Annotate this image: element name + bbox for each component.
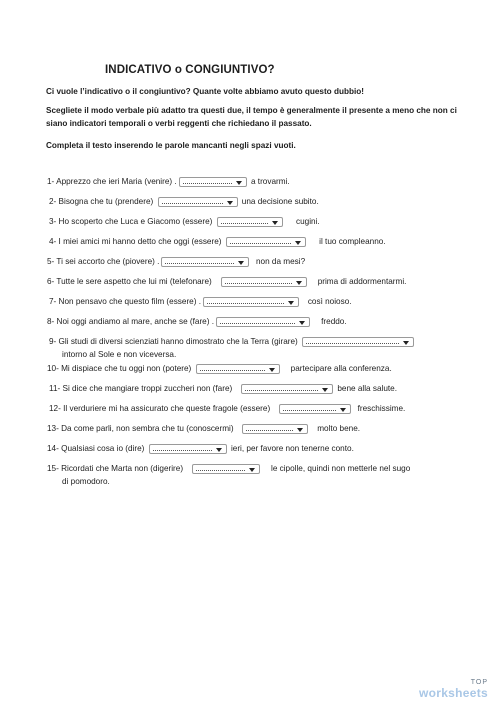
exercise-text-after: non da mesi? — [255, 257, 306, 266]
exercise-text-after: il tuo compleanno. — [319, 237, 386, 246]
exercise-text-before: 10- Mi dispiace che tu oggi non (potere) — [47, 364, 192, 373]
exercise-row — [47, 363, 392, 375]
chevron-down-icon — [288, 301, 294, 305]
exercise-row — [47, 423, 360, 435]
intro-question: Ci vuole l’indicativo o il congiuntivo? Quante volte abbiamo avuto questo dubbio! — [46, 87, 364, 96]
intro-instructions: Scegliete il modo verbale più adatto tra questi due, il tempo è generalmente il presente a meno che non ci siano indicatori temporali o verbi reggenti che richiedano il passato. — [46, 106, 457, 128]
chevron-down-icon — [299, 321, 305, 325]
exercise-text-after: freddo. — [321, 317, 347, 326]
exercise-row — [49, 336, 416, 348]
exercise-text-after: così noioso. — [307, 297, 352, 306]
answer-dropdown[interactable] — [149, 444, 227, 454]
exercise-text-before: 3- Ho scoperto che Luca e Giacomo (essere) — [49, 217, 213, 226]
exercise-text-before: 2- Bisogna che tu (prendere) — [49, 197, 154, 206]
exercise-row — [49, 196, 319, 208]
chevron-down-icon — [238, 261, 244, 265]
exercise-text-before: 8- Noi oggi andiamo al mare, anche se (fare) . — [47, 317, 215, 326]
exercise-row — [49, 403, 405, 415]
exercise-row — [47, 176, 290, 188]
answer-dropdown[interactable] — [242, 424, 308, 434]
exercise-text-before: 5- Ti sei accorto che (piovere) . — [47, 257, 160, 266]
chevron-down-icon — [297, 428, 303, 432]
exercise-text-before: 13- Da come parli, non sembra che tu (conoscermi) — [47, 424, 234, 433]
exercise-text-before: 11- Si dice che mangiare troppi zuccheri non (fare) — [49, 384, 233, 393]
exercise-row — [47, 276, 406, 288]
answer-dropdown[interactable] — [241, 384, 333, 394]
chevron-down-icon — [403, 341, 409, 345]
chevron-down-icon — [269, 368, 275, 372]
exercise-text-before: 4- I miei amici mi hanno detto che oggi (essere) — [49, 237, 222, 246]
chevron-down-icon — [295, 241, 301, 245]
chevron-down-icon — [272, 221, 278, 225]
logo-name-text: worksheets — [418, 686, 488, 700]
exercise-text-after: partecipare alla conferenza. — [290, 364, 392, 373]
answer-dropdown[interactable] — [226, 237, 306, 247]
answer-dropdown[interactable] — [217, 217, 283, 227]
exercise-text-before: 15- Ricordati che Marta non (digerire) — [47, 464, 184, 473]
exercise-row — [47, 443, 354, 455]
exercise-text-before: 9- Gli studi di diversi scienziati hanno dimostrato che la Terra (girare) — [49, 337, 298, 346]
exercise-text-before: 6- Tutte le sere aspetto che lui mi (telefonare) — [47, 277, 212, 286]
chevron-down-icon — [340, 408, 346, 412]
exercise-continuation: intorno al Sole e non viceversa. — [62, 350, 177, 359]
intro-task: Completa il testo inserendo le parole mancanti negli spazi vuoti. — [46, 141, 296, 150]
exercise-row — [47, 463, 410, 475]
exercise-text-after: le cipolle, quindi non metterle nel sugo — [271, 464, 411, 473]
exercise-continuation: di pomodoro. — [62, 477, 110, 486]
answer-dropdown[interactable] — [179, 177, 247, 187]
exercise-text-before: 7- Non pensavo che questo film (essere) . — [49, 297, 201, 306]
exercise-text-before: 1- Apprezzo che ieri Maria (venire) . — [47, 177, 177, 186]
exercise-text-after: una decisione subito. — [241, 197, 319, 206]
logo-top-text: TOP — [470, 679, 488, 686]
exercise-text-after: cugini. — [296, 217, 320, 226]
answer-dropdown[interactable] — [302, 337, 414, 347]
exercise-text-before: 12- Il verduriere mi ha assicurato che queste fragole (essere) — [49, 404, 271, 413]
exercise-row — [49, 216, 320, 228]
answer-dropdown[interactable] — [158, 197, 238, 207]
exercise-row — [49, 383, 397, 395]
exercise-text-after: molto bene. — [317, 424, 361, 433]
chevron-down-icon — [216, 448, 222, 452]
exercise-row — [49, 236, 386, 248]
chevron-down-icon — [296, 281, 302, 285]
exercise-text-after: ieri, per favore non tenerne conto. — [230, 444, 354, 453]
answer-dropdown[interactable] — [203, 297, 299, 307]
exercise-text-after: bene alla salute. — [337, 384, 397, 393]
exercise-text-before: 14- Qualsiasi cosa io (dire) — [47, 444, 145, 453]
chevron-down-icon — [236, 181, 242, 185]
chevron-down-icon — [249, 468, 255, 472]
exercise-text-after: a trovarmi. — [250, 177, 290, 186]
answer-dropdown[interactable] — [161, 257, 249, 267]
exercise-row — [47, 256, 305, 268]
answer-dropdown[interactable] — [196, 364, 280, 374]
chevron-down-icon — [227, 201, 233, 205]
page-title: INDICATIVO o CONGIUNTIVO? — [105, 64, 275, 76]
exercise-text-after: freschissime. — [357, 404, 406, 413]
exercise-row — [47, 316, 347, 328]
answer-dropdown[interactable] — [216, 317, 310, 327]
chevron-down-icon — [322, 388, 328, 392]
topworksheets-logo — [419, 679, 488, 699]
answer-dropdown[interactable] — [221, 277, 307, 287]
answer-dropdown[interactable] — [192, 464, 260, 474]
exercise-text-after: prima di addormentarmi. — [317, 277, 407, 286]
exercise-row — [49, 296, 352, 308]
answer-dropdown[interactable] — [279, 404, 351, 414]
